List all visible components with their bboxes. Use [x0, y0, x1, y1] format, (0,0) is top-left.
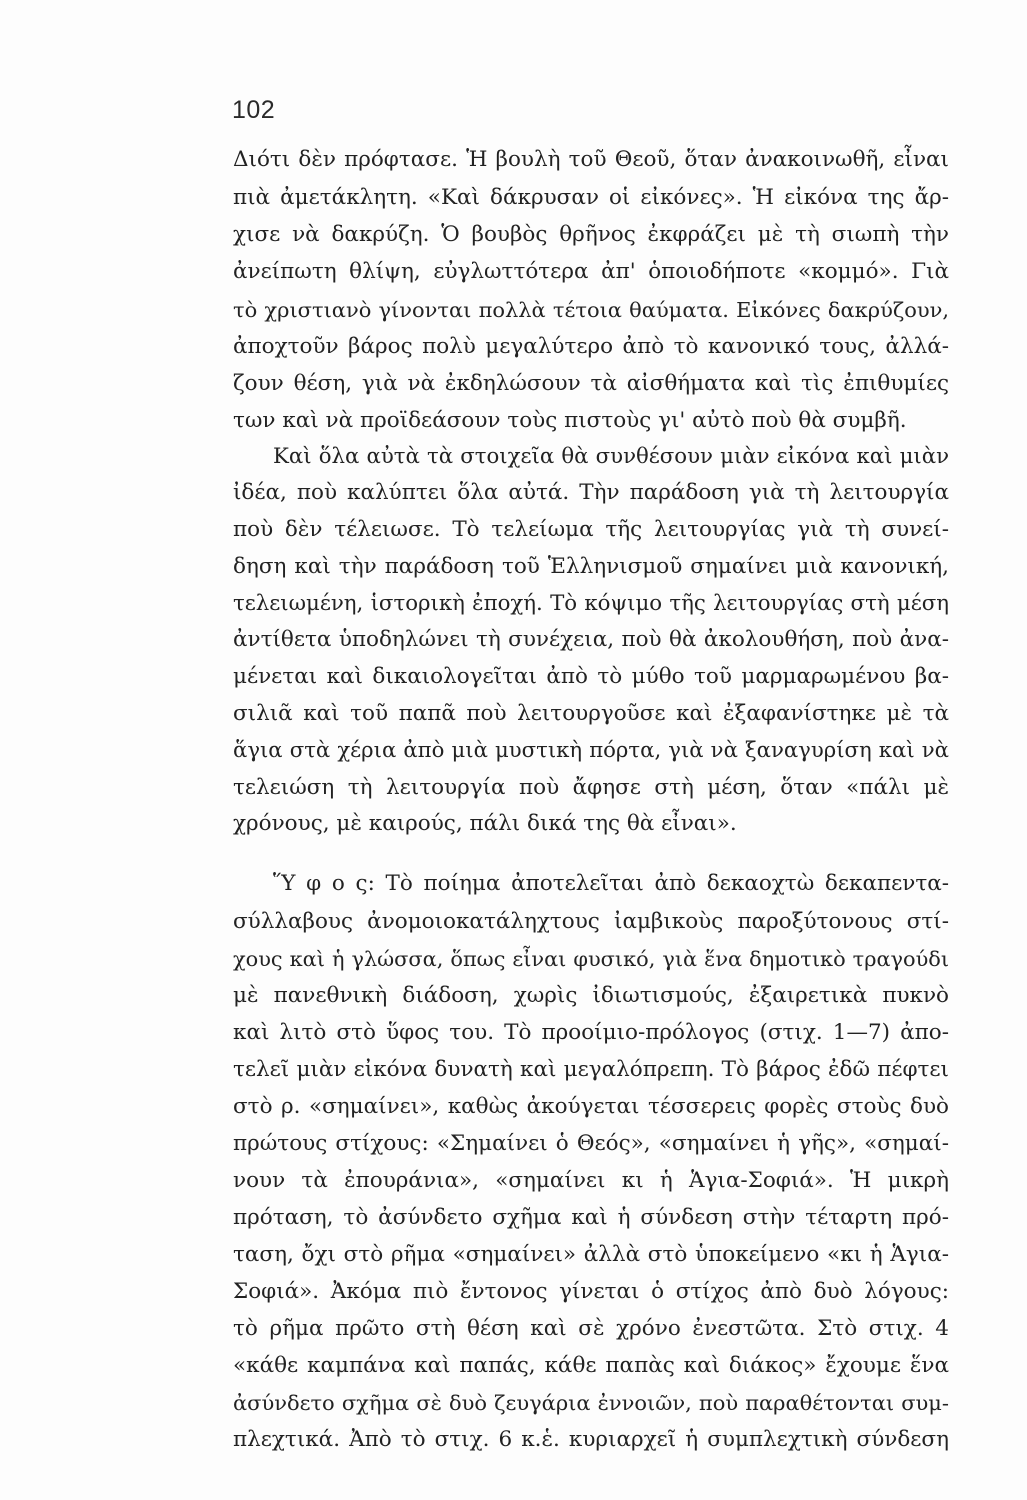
- text-line: μὲ πανεθνικὴ διάδοση, χωρὶς ἰδιωτισμούς, ἐξαιρετικὰ πυκνὸ: [233, 983, 949, 1008]
- text-line: πλεχτικά. Ἀπὸ τὸ στιχ. 6 κ.ἑ. κυριαρχεῖ ἡ συμπλεχτικὴ σύνδεση: [233, 1427, 949, 1452]
- text-line: ποὺ δὲν τέλειωσε. Τὸ τελείωμα τῆς λειτουργίας γιὰ τὴ συνεί-: [233, 517, 949, 542]
- text-line: τὸ ρῆμα πρῶτο στὴ θέση καὶ σὲ χρόνο ἐνεστῶτα. Στὸ στιχ. 4: [233, 1316, 949, 1341]
- text-line: πρόταση, τὸ ἀσύνδετο σχῆμα καὶ ἡ σύνδεση στὴν τέταρτη πρό-: [233, 1205, 949, 1230]
- text-line: τελεῖ μιὰν εἰκόνα δυνατὴ καὶ μεγαλόπρεπη. Τὸ βάρος ἐδῶ πέφτει: [233, 1057, 949, 1082]
- text-line: ἀνείπωτη θλίψη, εὐγλωττότερα ἀπ' ὁποιοδήποτε «κομμό». Γιὰ: [233, 259, 949, 284]
- text-line: σιλιᾶ καὶ τοῦ παπᾶ ποὺ λειτουργοῦσε καὶ ἐξαφανίστηκε μὲ τὰ: [233, 701, 949, 726]
- text-line: μένεται καὶ δικαιολογεῖται ἀπὸ τὸ μύθο τοῦ μαρμαρωμένου βα-: [233, 664, 949, 689]
- text-line: νουν τὰ ἐπουράνια», «σημαίνει κι ἡ Ἁγια-Σοφιά». Ἡ μικρὴ: [233, 1168, 949, 1193]
- text-line: πιὰ ἀμετάκλητη. «Καὶ δάκρυσαν οἱ εἰκόνες». Ἡ εἰκόνα της ἄρ-: [233, 185, 949, 210]
- text-line: «κάθε καμπάνα καὶ παπάς, κάθε παπὰς καὶ διάκος» ἔχουμε ἕνα: [233, 1353, 949, 1378]
- text-line: ἀσύνδετο σχῆμα σὲ δυὸ ζευγάρια ἐννοιῶν, ποὺ παραθέτονται συμ-: [233, 1391, 949, 1415]
- text-line: ζουν θέση, γιὰ νὰ ἐκδηλώσουν τὰ αἰσθήματα καὶ τὶς ἐπιθυμίες: [233, 371, 949, 396]
- text-line: Ὕ φ ο ς: Τὸ ποίημα ἀποτελεῖται ἀπὸ δεκαοχτὼ δεκαπεντα-: [273, 871, 949, 896]
- text-line: χους καὶ ἡ γλώσσα, ὅπως εἶναι φυσικό, γιὰ ἕνα δημοτικὸ τραγούδι: [233, 947, 949, 971]
- text-line: στὸ ρ. «σημαίνει», καθὼς ἀκούγεται τέσσερεις φορὲς στοὺς δυὸ: [233, 1094, 949, 1119]
- text-line: δηση καὶ τὴν παράδοση τοῦ Ἑλληνισμοῦ σημαίνει μιὰ κανονική,: [233, 554, 949, 579]
- text-line: ἅγια στὰ χέρια ἀπὸ μιὰ μυστικὴ πόρτα, γιὰ νὰ ξαναγυρίση καὶ νὰ: [233, 738, 949, 763]
- page-number: 102: [232, 96, 276, 124]
- text-line: τὸ χριστιανὸ γίνονται πολλὰ τέτοια θαύματα. Εἰκόνες δακρύζουν,: [233, 298, 949, 322]
- text-line: χισε νὰ δακρύζη. Ὁ βουβὸς θρῆνος ἐκφράζει μὲ τὴ σιωπὴ τὴν: [233, 222, 949, 247]
- text-line: ἰδέα, ποὺ καλύπτει ὅλα αὐτά. Τὴν παράδοση γιὰ τὴ λειτουργία: [233, 480, 949, 505]
- text-line: ἀποχτοῦν βάρος πολὺ μεγαλύτερο ἀπὸ τὸ κανονικό τους, ἀλλά-: [233, 334, 949, 359]
- text-line: πρώτους στίχους: «Σημαίνει ὁ Θεός», «σημαίνει ἡ γῆς», «σημαί-: [233, 1131, 949, 1156]
- text-line: σύλλαβους ἀνομοιοκατάληχτους ἰαμβικοὺς παροξύτονους στί-: [233, 909, 949, 934]
- text-line: των καὶ νὰ προϊδεάσουν τοὺς πιστοὺς γι' αὐτὸ ποὺ θὰ συμβῆ.: [233, 408, 907, 433]
- text-line: τελειώση τὴ λειτουργία ποὺ ἄφησε στὴ μέση, ὅταν «πάλι μὲ: [233, 775, 949, 800]
- text-line: ταση, ὄχι στὸ ρῆμα «σημαίνει» ἀλλὰ στὸ ὑποκείμενο «κι ἡ Ἁγια-: [233, 1242, 949, 1267]
- text-line: χρόνους, μὲ καιρούς, πάλι δικά της θὰ εἶναι».: [233, 811, 737, 836]
- text-line: καὶ λιτὸ στὸ ὕφος του. Τὸ προοίμιο-πρόλογος (στιχ. 1—7) ἀπο-: [233, 1020, 949, 1045]
- text-line: Σοφιά». Ἀκόμα πιὸ ἔντονος γίνεται ὁ στίχος ἀπὸ δυὸ λόγους:: [233, 1279, 949, 1304]
- text-line: Διότι δὲν πρόφτασε. Ἡ βουλὴ τοῦ Θεοῦ, ὅταν ἀνακοινωθῆ, εἶναι: [233, 147, 949, 172]
- text-line: τελειωμένη, ἱστορικὴ ἐποχή. Τὸ κόψιμο τῆς λειτουργίας στὴ μέση: [233, 591, 949, 616]
- text-line: ἀντίθετα ὑποδηλώνει τὴ συνέχεια, ποὺ θὰ ἀκολουθήση, ποὺ ἀνα-: [233, 627, 949, 652]
- text-line: Καὶ ὅλα αὐτὰ τὰ στοιχεῖα θὰ συνθέσουν μιὰν εἰκόνα καὶ μιὰν: [273, 444, 949, 469]
